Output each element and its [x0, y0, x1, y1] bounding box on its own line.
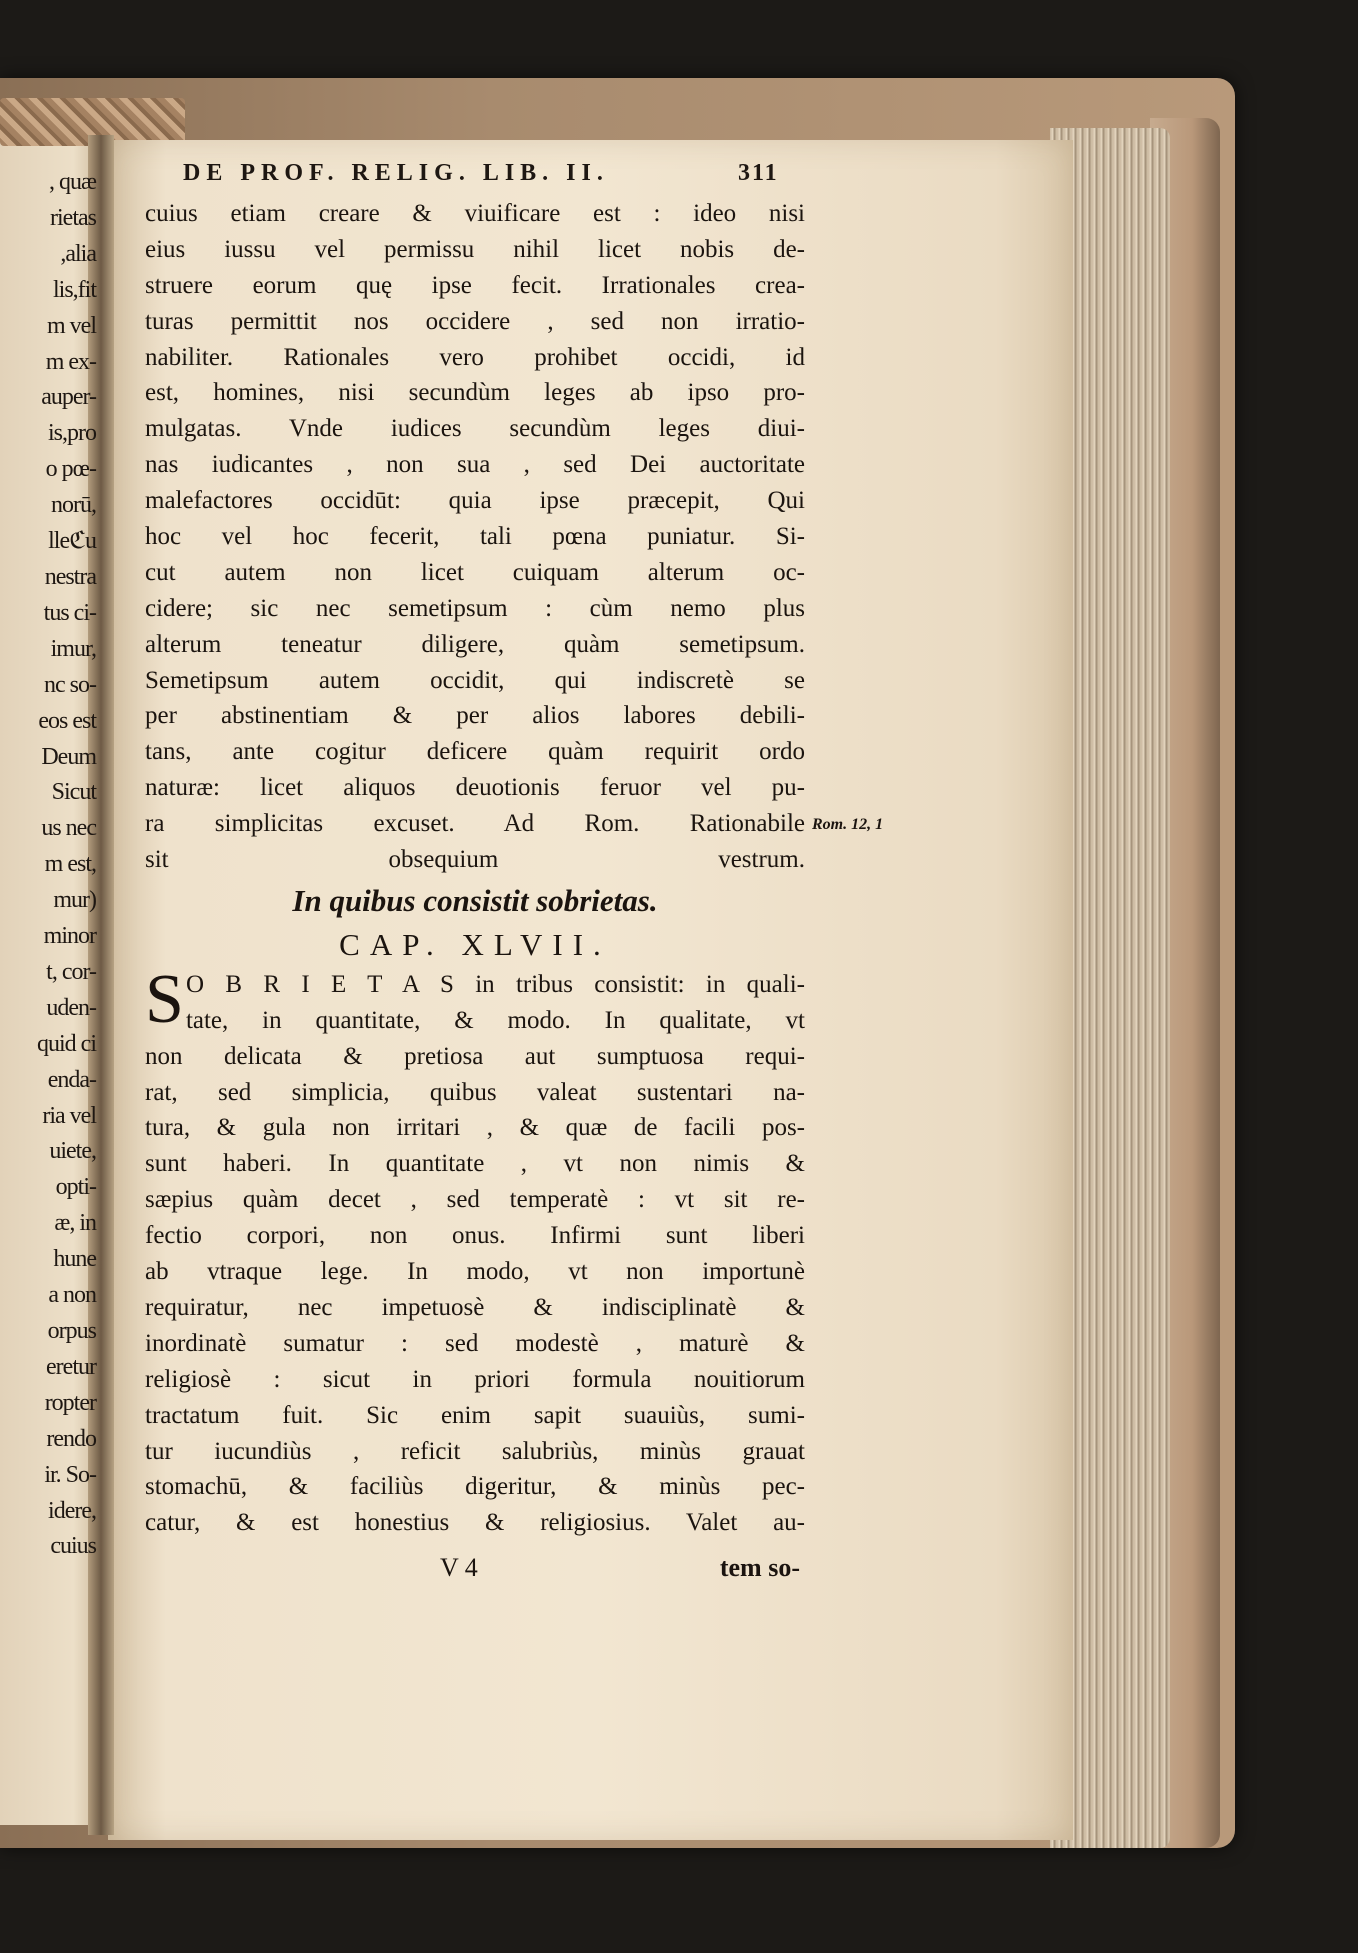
catchword: tem so-: [719, 1553, 800, 1582]
facing-page-line: auper-: [41, 384, 96, 411]
chapter-opening: [145, 960, 805, 1039]
facing-page-line: rietas: [50, 204, 96, 231]
facing-page-line: ropter: [44, 1389, 96, 1416]
page-body: [145, 196, 805, 1541]
text-line: sit obsequium vestrum.: [145, 846, 805, 874]
facing-page-line: rendo: [46, 1425, 96, 1452]
facing-page-line: Deum: [41, 743, 96, 770]
text-line: sunt haberi. In quantitate , vt non nimis &: [145, 1150, 805, 1178]
facing-page-line: minor: [43, 923, 96, 950]
facing-page-line: ir. So-: [44, 1461, 96, 1488]
text-line: tur iucundiùs , reficit salubriùs, minùs grauat: [145, 1437, 805, 1465]
text-line: alterum teneatur diligere, quàm semetipsum.: [145, 630, 805, 658]
facing-page-line: us nec: [41, 815, 96, 842]
text-line: religiosè : sicut in priori formula nouitiorum: [145, 1365, 805, 1393]
text-line: tura, & gula non irritari , & quæ de facili pos-: [145, 1114, 805, 1142]
facing-page-line: orpus: [47, 1318, 96, 1344]
text-line: cidere; sic nec semetipsum : cùm nemo plus: [145, 594, 805, 622]
facing-page-line: imur,: [50, 635, 96, 662]
facing-page-line: uiete,: [49, 1138, 96, 1165]
text-line: ra simplicitas excuset. Ad Rom. Rationabile: [145, 810, 805, 838]
text-line: catur, & est honestius & religiosius. Valet au-: [145, 1509, 805, 1537]
text-line: per abstinentiam & per alios labores debili-: [145, 702, 805, 730]
facing-page-line: quid ci: [37, 1030, 96, 1057]
text-line: cuius etiam creare & viuificare est : ideo nisi: [145, 200, 805, 227]
drop-capital: S: [145, 960, 184, 1038]
paragraph-before: [145, 196, 805, 878]
facing-page-line: ria vel: [42, 1102, 96, 1129]
text-line: mulgatas. Vnde iudices secundùm leges diui-: [145, 415, 805, 443]
facing-page-line: lis,fit: [52, 276, 96, 303]
facing-page-text: [0, 165, 102, 1565]
facing-page-line: a non: [48, 1282, 96, 1309]
text-line: turas permittit nos occidere , sed non irratio-: [145, 307, 805, 335]
facing-page-line: Sicut: [51, 779, 96, 806]
facing-page-line: is,pro: [48, 420, 96, 447]
facing-page-line: m est,: [44, 851, 96, 878]
marginal-note: Rom. 12, 1: [812, 816, 884, 833]
text-line: naturæ: licet aliquos deuotionis feruor vel pu-: [145, 774, 805, 802]
text-line: stomachū, & faciliùs digeritur, & minùs pec-: [145, 1473, 805, 1501]
facing-page-line: mur): [53, 887, 96, 914]
facing-page-line: hune: [53, 1246, 96, 1273]
facing-page-line: cuius: [50, 1533, 96, 1560]
text-line: inordinatè sumatur : sed modestè , maturè &: [145, 1329, 805, 1357]
show-through-text: [830, 200, 930, 270]
facing-page-line: uden-: [46, 994, 96, 1021]
text-line: tans, ante cogitur deficere quàm requirit ordo: [145, 738, 805, 766]
text-line: malefactores occidūt: quia ipse præcepit, Qui: [145, 487, 805, 515]
section-title: In quibus consistit sobrietas.: [292, 882, 658, 918]
text-line: hoc vel hoc fecerit, tali pœna puniatur. Si-: [145, 523, 805, 551]
text-line: nas iudicantes , non sua , sed Dei auctoritate: [145, 451, 805, 479]
facing-page-line: m vel: [47, 312, 96, 339]
text-line: fectio corpori, non onus. Infirmi sunt liberi: [145, 1222, 805, 1250]
facing-page-line: norū,: [51, 492, 96, 519]
text-line: non delicata & pretiosa aut sumptuosa requi-: [145, 1042, 805, 1070]
facing-page-line: , quæ: [48, 169, 96, 195]
text-line: nabiliter. Rationales vero prohibet occidi, id: [145, 343, 805, 371]
facing-page-line: nestra: [44, 563, 96, 590]
running-title: DE PROF. RELIG. LIB. II.: [183, 160, 609, 186]
text-line: requiratur, nec impetuosè & indisciplinatè &: [145, 1293, 805, 1321]
paragraph-after: [145, 1039, 805, 1541]
facing-page-line: eretur: [46, 1353, 96, 1380]
facing-page-line: æ, in: [54, 1210, 96, 1237]
text-line: est, homines, nisi secundùm leges ab ipso pro-: [145, 379, 805, 407]
running-head: [183, 160, 813, 187]
facing-page-line: idere,: [48, 1497, 96, 1524]
facing-page-line: nc so-: [44, 671, 96, 698]
text-line: tate, in quantitate, & modo. In qualitate, vt: [185, 1006, 805, 1034]
text-line: tractatum fuit. Sic enim sapit suauiùs, sumi-: [145, 1401, 805, 1429]
text-line: rat, sed simplicia, quibus valeat sustentari na-: [145, 1078, 805, 1106]
text-line: ab vtraque lege. In modo, vt non importunè: [145, 1258, 805, 1286]
facing-page-line: ,alia: [60, 240, 96, 267]
facing-page-line: eos est: [38, 707, 96, 734]
text-line: cut autem non licet cuiquam alterum oc-: [145, 558, 805, 586]
page-number: 311: [738, 160, 779, 186]
facing-page-line: lleℭu: [48, 528, 96, 555]
facing-page-line: o pœ-: [45, 456, 96, 483]
facing-page-line: opti-: [55, 1174, 96, 1201]
facing-page-line: t, cor-: [46, 958, 96, 985]
chapter-heading: CAP. XLVII.: [339, 926, 611, 962]
text-line: Semetipsum autem occidit, qui indiscretè se: [145, 666, 805, 694]
facing-page-line: m ex-: [45, 348, 96, 375]
facing-page-line: enda-: [47, 1066, 96, 1093]
signature-mark: V 4: [440, 1553, 478, 1582]
text-line: eius iussu vel permissu nihil licet nobis de-: [145, 235, 805, 263]
text-line: struere eorum quę ipse fecit. Irrationales crea-: [145, 271, 805, 299]
text-line: sæpius quàm decet , sed temperatè : vt sit re-: [145, 1186, 805, 1214]
facing-page-line: tus ci-: [43, 599, 96, 626]
text-line: O B R I E T A S in tribus consistit: in quali-: [185, 970, 805, 998]
